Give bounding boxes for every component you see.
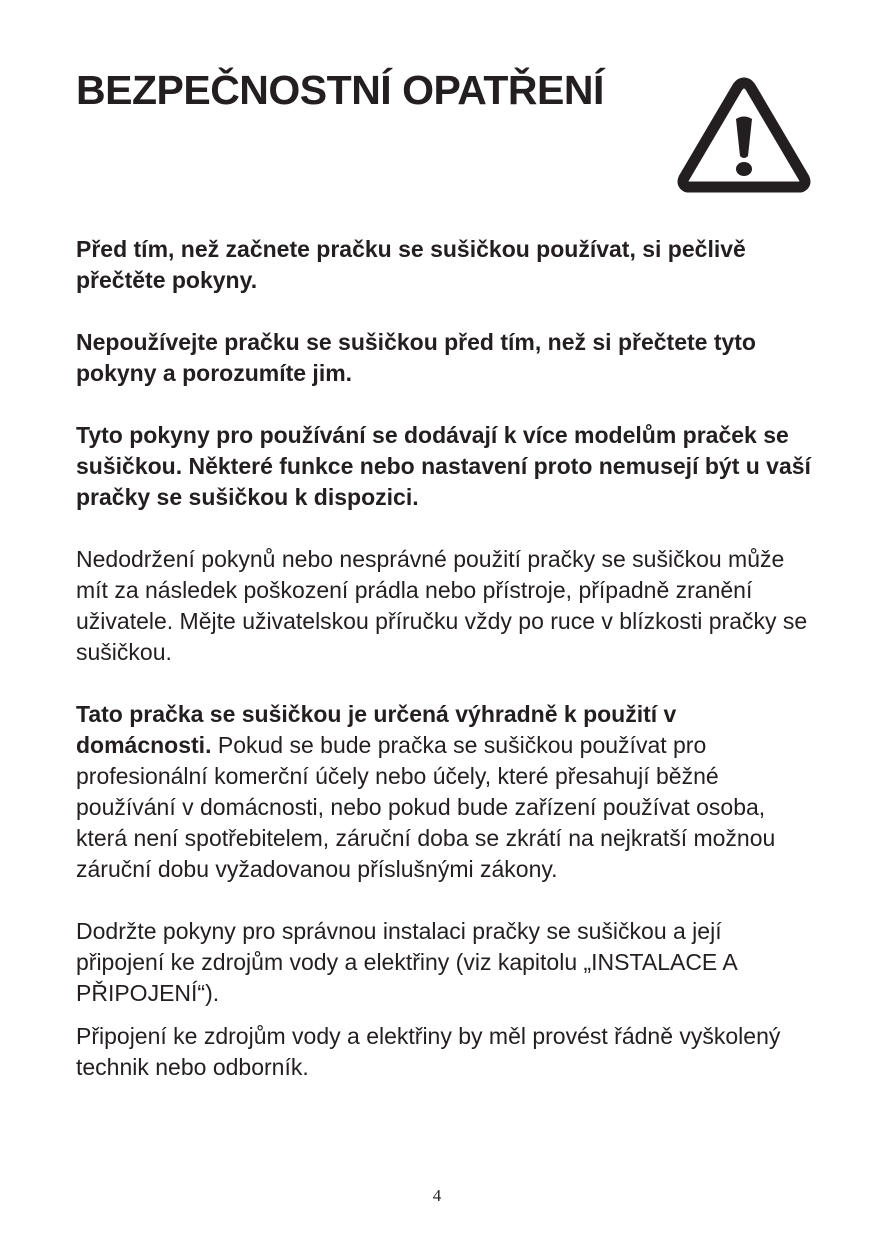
paragraph-read-instructions: Před tím, než začnete pračku se sušičkou používat, si pečlivě přečtěte pokyny. <box>76 236 746 293</box>
page-number: 4 <box>432 1186 442 1205</box>
household-use-emphasis: Tato pračka se sušičkou je určená výhradně k použití v domácnosti. <box>76 701 677 758</box>
paragraph-noncompliance: Nedodržení pokynů nebo nesprávné použití pračky se sušičkou může mít za následek poškození prádla nebo přístroje, případně zranění uživatele. Mějte uživatelskou příručku vždy po ruce v blízkosti pračky se sušičkou. <box>76 546 808 665</box>
household-use-details: Pokud se bude pračka se sušičkou používat pro profesionální komerční účely nebo účely, které přesahují běžné používání v domácnosti, nebo pokud bude zařízení používat osoba, která není spotřebitelem, záruční doba se zkrátí na nejkratší možnou záruční dobu vyžadovanou příslušnými zákony. <box>76 732 776 882</box>
paragraph-multiple-models: Tyto pokyny pro používání se dodávají k více modelům praček se sušičkou. Některé funkce nebo nastavení proto nemusejí být u vaší pračky se sušičkou k dispozici. <box>76 422 811 510</box>
safety-instructions <box>76 234 816 1083</box>
page-title: BEZPEČNOSTNÍ OPATŘENÍ <box>76 67 604 113</box>
paragraph-connection: Připojení ke zdrojům vody a elektřiny by měl provést řádně vyškolený technik nebo odborník. <box>76 1023 781 1080</box>
paragraph-household-use <box>76 699 816 885</box>
warning-triangle-icon <box>676 74 812 196</box>
paragraph-installation: Dodržte pokyny pro správnou instalaci pračky se sušičkou a její připojení ke zdrojům vody a elektřiny (viz kapitolu „INSTALACE A PŘIPOJENÍ“). <box>76 918 737 1006</box>
paragraph-do-not-use: Nepoužívejte pračku se sušičkou před tím, než si přečtete tyto pokyny a porozumíte jim. <box>76 329 756 386</box>
